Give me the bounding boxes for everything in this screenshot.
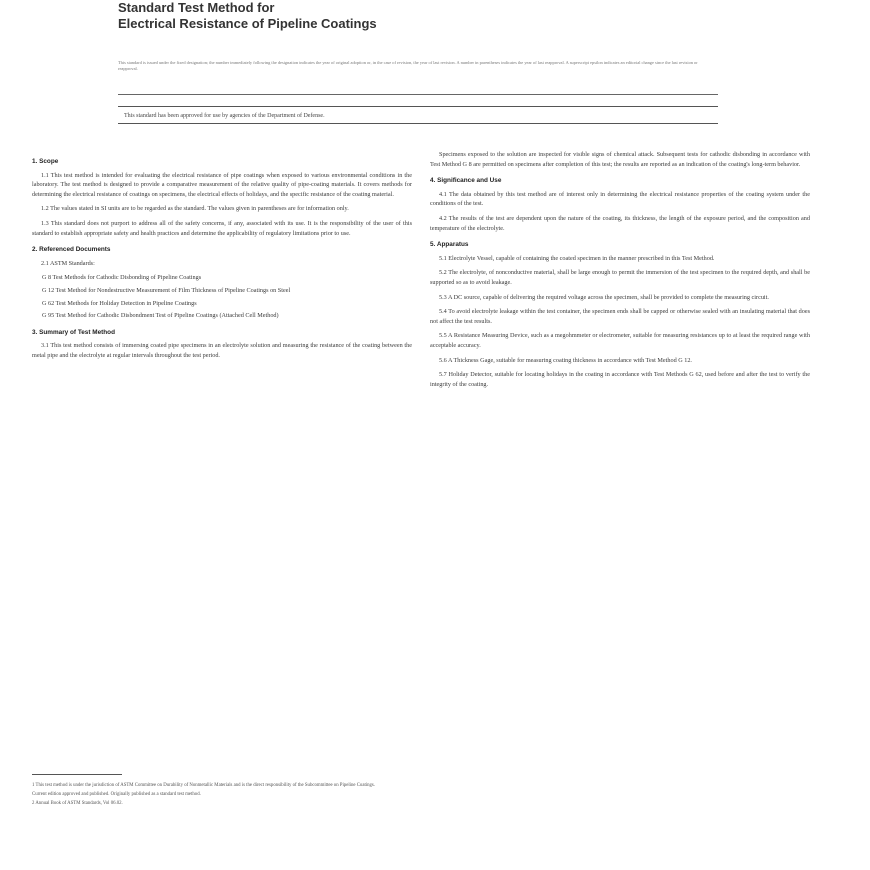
subheading: 2.1 ASTM Standards: bbox=[41, 259, 95, 267]
paragraph: 4.1 The data obtained by this test method are of interest only in determining the electrical resistance properties of the coating system under the conditions of the test. bbox=[430, 190, 810, 208]
paragraph: Specimens exposed to the solution are inspected for visible signs of chemical attack. Subsequent tests for cathodic disbonding in accordance with Test Method G 8 are permitted on specimens after completion of this test; the results are reported as an indication of the coating's long-term behavior. bbox=[430, 151, 810, 168]
paragraph: 1.3 This standard does not purport to address all of the safety concerns, if any, associated with its use. It is the responsibility of the user of this standard to establish appropriate safety and health practices and determine the applicability of regulatory limitations prior to use. bbox=[32, 219, 412, 237]
list-item: G 95 Test Method for Cathodic Disbondment Test of Pipeline Coatings (Attached Cell Method) bbox=[42, 312, 279, 320]
list-item: G 8 Test Methods for Cathodic Disbonding of Pipeline Coatings bbox=[42, 274, 202, 282]
section-heading-scope: 1. Scope bbox=[32, 158, 59, 165]
document-header bbox=[118, 0, 718, 32]
paragraph: 5.2 The electrolyte, of nonconductive material, shall be large enough to permit the immersion of the test specimen to the required depth, and shall be supported so as to avoid leakage. bbox=[430, 269, 810, 286]
footnotes bbox=[32, 782, 412, 809]
section-heading-apparatus: 5. Apparatus bbox=[430, 241, 469, 249]
paragraph: 5.1 Electrolyte Vessel, capable of containing the coated specimen in the manner prescribed in this Test Method. bbox=[439, 254, 715, 262]
reference-list bbox=[32, 273, 412, 320]
right-column bbox=[430, 150, 810, 870]
document-title-line-2: Electrical Resistance of Pipeline Coatings bbox=[118, 16, 377, 31]
paragraph: 5.6 A Thickness Gage, suitable for measuring coating thickness in accordance with Test Method G 12. bbox=[439, 356, 692, 364]
section-heading-significance: 4. Significance and Use bbox=[430, 177, 502, 185]
list-item: G 62 Test Methods for Holiday Detection in Pipeline Coatings bbox=[42, 299, 197, 307]
list-item: G 12 Test Method for Nondestructive Measurement of Film Thickness of Pipeline Coatings on Steel bbox=[42, 286, 291, 294]
paragraph: 5.4 To avoid electrolyte leakage within the test container, the specimen ends shall be capped or otherwise sealed with an insulating material that does not affect the test results. bbox=[430, 308, 810, 325]
paragraph: 3.1 This test method consists of immersing coated pipe specimens in an electrolyte solution and measuring the resistance of the coating between the metal pipe and the electrolyte at regular intervals throughout the test period. bbox=[32, 342, 412, 359]
paragraph: 5.5 A Resistance Measuring Device, such as a megohmmeter or electrometer, suitable for measuring resistances up to at least the required range with acceptable accuracy. bbox=[430, 332, 810, 349]
left-column bbox=[32, 150, 412, 870]
approval-notice: This standard has been approved for use by agencies of the Department of Defense. bbox=[118, 106, 718, 124]
paragraph: 1.2 The values stated in SI units are to be regarded as the standard. The values given in parentheses are for information only. bbox=[41, 205, 349, 213]
paragraph: 1.1 This test method is intended for evaluating the electrical resistance of pipe coatings when exposed to various environmental conditions in the laboratory. The test method is designed to provide a comparative measurement of the relative quality of pipe-coating materials. It covers methods for determining the electrical resistance of coatings on specimens, the electrical effects of holidays, and the specific resistance of the coating material. bbox=[32, 171, 412, 198]
paragraph: 4.2 The results of the test are dependent upon the nature of the coating, its thickness, the length of the exposure period, and the composition and temperature of the electrolyte. bbox=[430, 214, 810, 232]
footnote: 1 This test method is under the jurisdiction of ASTM Committee on Durability of Nonmetallic Materials and is the direct responsibility of the Subcommittee on Pipeline Coatings. bbox=[32, 783, 375, 788]
designation-note: This standard is issued under the fixed designation; the number immediately following the designation indicates the year of original adoption or, in the case of revision, the year of last revision. A number in parentheses indicates the year of last reapproval. A superscript epsilon indicates an editorial change since the last revision or reapproval. bbox=[118, 60, 718, 95]
section-heading-summary: 3. Summary of Test Method bbox=[32, 328, 115, 336]
footnote: 2 Annual Book of ASTM Standards, Vol 06.02. bbox=[32, 801, 123, 806]
footnote: Current edition approved and published. Originally published as a standard test method. bbox=[32, 792, 201, 797]
section-heading-referenced-documents: 2. Referenced Documents bbox=[32, 246, 111, 254]
document-title-line-1: Standard Test Method for bbox=[118, 0, 275, 15]
paragraph: 5.3 A DC source, capable of delivering the required voltage across the specimen, shall be provided to complete the measuring circuit. bbox=[439, 293, 769, 301]
footnote-divider bbox=[32, 774, 122, 775]
paragraph: 5.7 Holiday Detector, suitable for locating holidays in the coating in accordance with Test Methods G 62, used before and after the test to verify the integrity of the coating. bbox=[430, 371, 810, 388]
